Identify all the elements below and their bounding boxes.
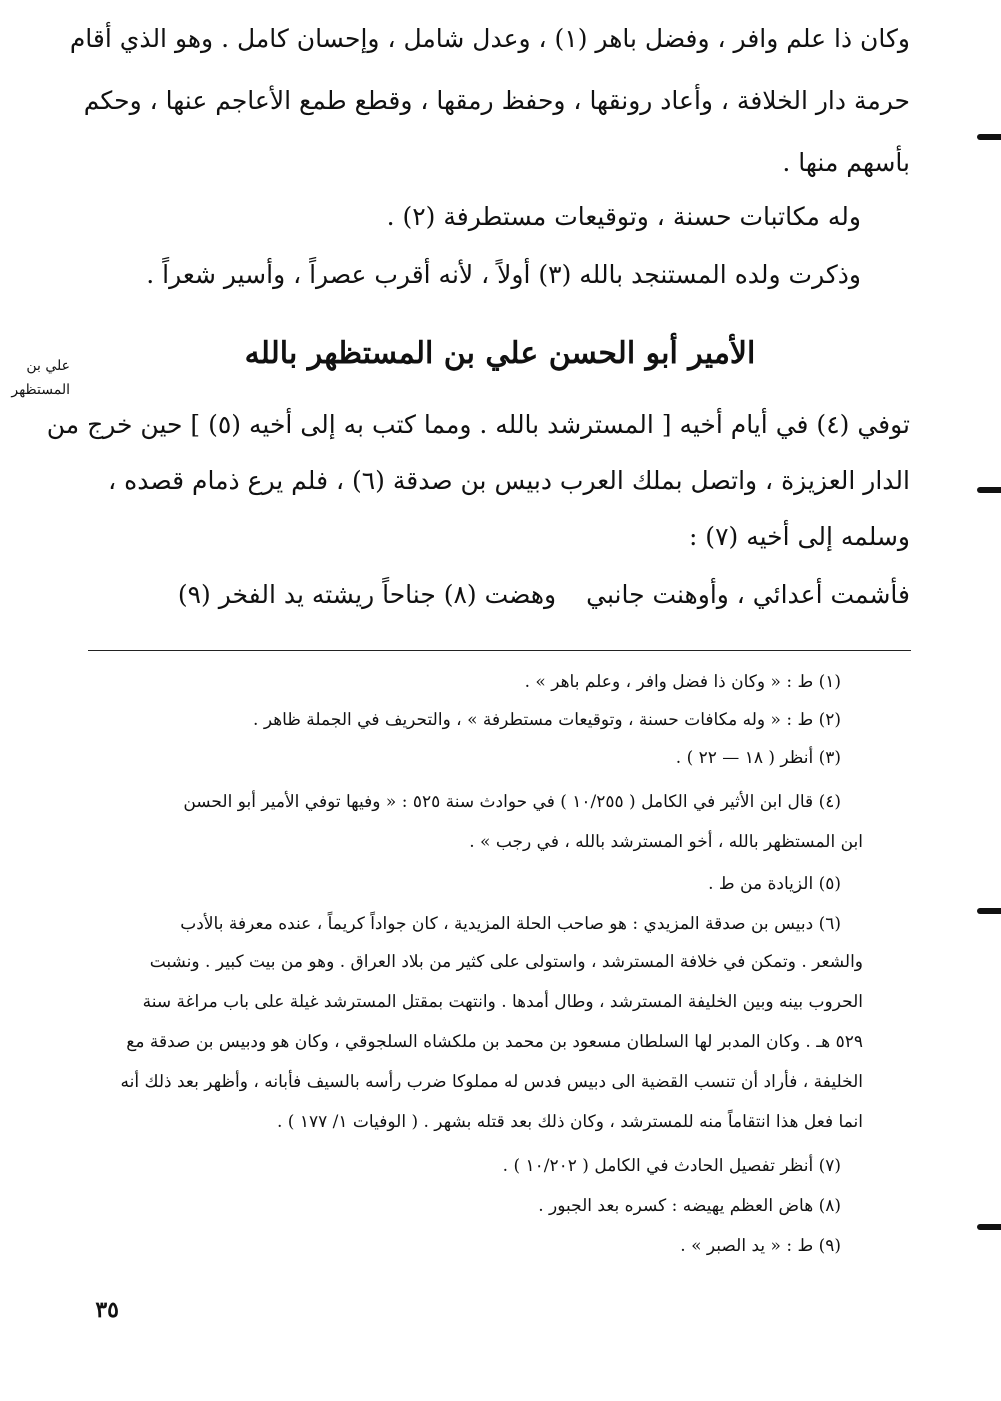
footnote-8: (٨) هاض العظم يهيضه : كسره بعد الجبور . (538, 1196, 841, 1216)
section-heading: الأمير أبو الحسن علي بن المستظهر بالله (244, 336, 756, 371)
scan-edge-mark (977, 134, 1001, 140)
footnote-9: (٩) ط : « يد الصبر » . (680, 1236, 841, 1256)
body-line-6: توفي (٤) في أيام أخيه [ المسترشد بالله . ومما كتب به إلى أخيه (٥) ] حين خرج من (46, 410, 910, 439)
body-line-7: الدار العزيزة ، واتصل بملك العرب دبيس بن صدقة (٦) ، فلم يرع ذمام قصده ، (108, 466, 910, 495)
footnote-4-line-2: ابن المستظهر بالله ، أخو المسترشد بالله ، في رجب » . (469, 832, 863, 852)
footnote-6-line-1: (٦) دبيس بن صدقة المزيدي : هو صاحب الحلة المزيدية ، كان جواداً كريماً ، عنده معرفة بالأدب (180, 914, 841, 934)
footnote-1: (١) ط : « وكان ذا فضل وافر ، وعلم باهر » . (524, 672, 841, 692)
footnote-7: (٧) أنظر تفصيل الحادث في الكامل ( ١٠/٢٠٢ ) . (502, 1156, 841, 1176)
page-number: ٣٥ (95, 1297, 119, 1323)
footnote-6-line-5: الخليفة ، فأراد أن تنسب القضية الى دبيس فدس له مملوكا ضرب رأسه بالسيف فأبانه ، وأظهر بعد ذلك أنه (120, 1072, 863, 1092)
scan-edge-mark (977, 908, 1001, 914)
footnote-4-line-1: (٤) قال ابن الأثير في الكامل ( ١٠/٢٥٥ ) في حوادث سنة ٥٢٥ : « وفيها توفي الأمير أبو الحسن (183, 792, 841, 812)
footnote-3: (٣) أنظر ( ١٨ — ٢٢ ) . (675, 748, 841, 768)
footnote-6-line-3: الحروب بينه وبين الخليفة المسترشد ، وطال أمدها . وانتهت بمقتل المسترشد غيلة على باب مراغة سنة (142, 992, 863, 1012)
verse-line (88, 580, 910, 609)
footnote-5: (٥) الزيادة من ط . (708, 874, 841, 894)
verse-first-hemistich: فأشمت أعدائي ، وأوهنت جانبي (586, 580, 910, 609)
body-line-5: وذكرت ولده المستنجد بالله (٣) أولاً ، لأنه أقرب عصراً ، وأسير شعراً . (146, 260, 861, 289)
body-line-8: وسلمه إلى أخيه (٧) : (688, 522, 910, 551)
footnote-6-line-2: والشعر . وتمكن في خلافة المسترشد ، واستولى على كثير من بلاد العراق . وهو من بيت كبير . ونشبت (149, 952, 863, 972)
footnote-divider (88, 650, 911, 651)
margin-note-line-2: المستظهر (11, 382, 70, 398)
body-line-1: وكان ذا علم وافر ، وفضل باهر (١) ، وعدل شامل ، وإحسان كامل . وهو الذي أقام (69, 24, 910, 53)
footnote-2: (٢) ط : « وله مكافات حسنة ، وتوقيعات مستطرفة » ، والتحريف في الجملة ظاهر . (253, 710, 841, 730)
footnote-6-line-4: ٥٢٩ هـ . وكان المدبر لها السلطان مسعود بن محمد بن ملكشاه السلجوقي ، وكان هو ودبيس بن صدقة مع (126, 1032, 863, 1052)
scan-edge-mark (977, 487, 1001, 493)
body-line-4: وله مكاتبات حسنة ، وتوقيعات مستطرفة (٢) . (386, 202, 861, 231)
body-line-2: حرمة دار الخلافة ، وأعاد رونقها ، وحفظ رمقها ، وقطع طمع الأعاجم عنها ، وحكم (83, 86, 910, 115)
margin-note-line-1: علي بن (26, 358, 70, 374)
verse-second-hemistich: وهضت (٨) جناحاً ريشته يد الفخر (٩) (177, 580, 557, 609)
footnote-6-line-6: انما فعل هذا انتقاماً منه للمسترشد ، وكان ذلك بعد قتله بشهر . ( الوفيات ١/ ١٧٧ ) . (276, 1112, 863, 1132)
scan-edge-mark (977, 1224, 1001, 1230)
body-line-3: بأسهم منها . (782, 148, 910, 177)
